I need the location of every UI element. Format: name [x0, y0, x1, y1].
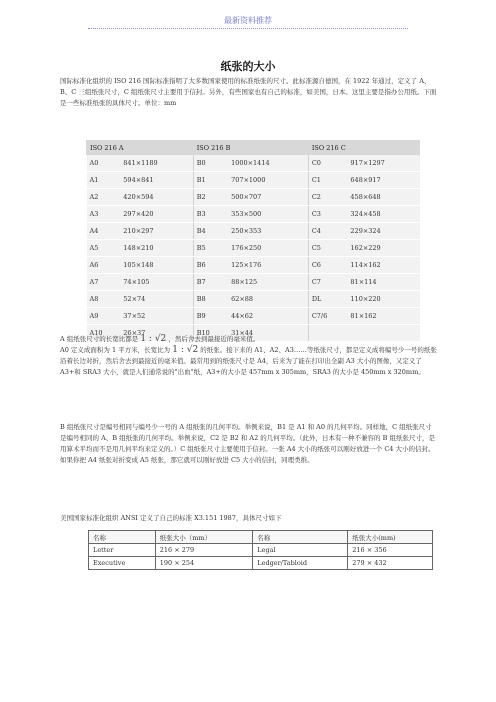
table-cell: 324×458 [347, 206, 419, 223]
ratio-line-1 [60, 334, 438, 345]
table-cell: 81×114 [347, 274, 419, 291]
table-cell: A4 [87, 223, 121, 240]
table-cell: A9 [87, 308, 121, 325]
table-cell: 216 × 279 [155, 544, 253, 557]
table-cell: 229×324 [347, 223, 419, 240]
us-intro-text: 美国国家标准化组织 ANSI 定义了自己的标准 X3.151 1987，具体尺寸如下 [60, 514, 282, 522]
ratio-text-post: ，然后舍去到最接近的毫米值。 [168, 335, 260, 343]
table-row [87, 172, 420, 189]
table-cell: 110×220 [347, 291, 419, 308]
table-cell: B3 [193, 206, 228, 223]
table-cell: A6 [87, 257, 121, 274]
ratio-paragraph [60, 334, 438, 378]
table-cell: A8 [87, 291, 121, 308]
table-cell: 114×162 [347, 257, 419, 274]
table-cell: C1 [308, 172, 347, 189]
table-cell: 841×1189 [120, 155, 193, 172]
header-text: 最新资料推荐 [224, 16, 272, 25]
table-row [89, 557, 433, 570]
table-row [87, 155, 420, 172]
page-title: 纸张的大小 [220, 60, 276, 73]
table-cell: B10 [193, 325, 228, 342]
iso-table-body [87, 155, 420, 342]
table-cell: 176×250 [228, 240, 308, 257]
us-header-cell: 纸张大小(mm) [348, 531, 433, 544]
ratio-math-1: 1 : √2 [140, 334, 167, 344]
us-header-cell: 纸张大小（mm） [155, 531, 253, 544]
us-header-cell: 名称 [89, 531, 156, 544]
table-cell: A10 [87, 325, 121, 342]
us-table-header-row [89, 531, 433, 544]
iso-header-b: ISO 216 B [193, 141, 308, 155]
table-cell: C7 [308, 274, 347, 291]
us-header-cell: 名称 [253, 531, 348, 544]
iso-table-header-row [87, 141, 420, 155]
us-table-body [89, 544, 433, 570]
table-cell: B8 [193, 291, 228, 308]
table-row [87, 257, 420, 274]
table-cell: 458×648 [347, 189, 419, 206]
table-cell: 279 × 432 [348, 557, 433, 570]
table-cell: A7 [87, 274, 121, 291]
iso-header-c: ISO 216 C [308, 141, 419, 155]
table-cell: C3 [308, 206, 347, 223]
table-cell: 26×37 [120, 325, 193, 342]
ratio-line-2 [60, 345, 438, 378]
table-cell: C4 [308, 223, 347, 240]
table-row [87, 223, 420, 240]
table-cell: B0 [193, 155, 228, 172]
table-cell: A5 [87, 240, 121, 257]
table-cell: 162×229 [347, 240, 419, 257]
table-cell: 44×62 [228, 308, 308, 325]
table-cell: B6 [193, 257, 228, 274]
table-cell: 37×52 [120, 308, 193, 325]
table-cell: C2 [308, 189, 347, 206]
table-row [87, 206, 420, 223]
table-cell: A0 [87, 155, 121, 172]
intro-paragraph: 国际标准化组织的 ISO 216 国际标准指明了大多数国家使用的标准纸张的尺寸。此标准源自德国，在 1922 年通过，定义了 A、B、C 三组纸张尺寸，C 组纸张尺寸主要用于信封。另外，有些国家也有自己的标准，如美国，日本。这里主要是指办公用纸。下面是一些标准纸张的具体尺寸。单位：mm [60, 77, 437, 107]
table-row [87, 274, 420, 291]
table-cell: DL [308, 291, 347, 308]
table-cell: 125×176 [228, 257, 308, 274]
table-cell: 52×74 [120, 291, 193, 308]
table-cell: B1 [193, 172, 228, 189]
table-row [87, 291, 420, 308]
table-cell: Legal [253, 544, 348, 557]
table-cell: B2 [193, 189, 228, 206]
table-row [87, 240, 420, 257]
table-cell: 105×148 [120, 257, 193, 274]
table-cell: Letter [89, 544, 156, 557]
table-cell: C6 [308, 257, 347, 274]
table-cell: 297×420 [120, 206, 193, 223]
table-cell: C5 [308, 240, 347, 257]
table-cell: 210×297 [120, 223, 193, 240]
table-cell: 594×841 [120, 172, 193, 189]
table-cell: 420×594 [120, 189, 193, 206]
us-size-table [88, 530, 433, 570]
table-cell: Executive [89, 557, 156, 570]
table-cell: 88×125 [228, 274, 308, 291]
table-cell: 648×917 [347, 172, 419, 189]
table-cell: 917×1297 [347, 155, 419, 172]
table-cell: 707×1000 [228, 172, 308, 189]
table-cell: A3 [87, 206, 121, 223]
table-cell: Ledger/Tabloid [253, 557, 348, 570]
table-cell: 74×105 [120, 274, 193, 291]
table-cell: 81×162 [347, 308, 419, 325]
page-header [88, 8, 408, 29]
table-cell: 353×500 [228, 206, 308, 223]
table-cell: A1 [87, 172, 121, 189]
table-row [89, 544, 433, 557]
table-row [87, 308, 420, 325]
table-cell: B5 [193, 240, 228, 257]
table-cell: B7 [193, 274, 228, 291]
table-cell: C0 [308, 155, 347, 172]
ratio-text-pre: A 组纸张尺寸的长宽比都是 [60, 335, 139, 343]
table-cell: 31×44 [228, 325, 308, 342]
table-cell: B9 [193, 308, 228, 325]
table-cell: 190 × 254 [155, 557, 253, 570]
b-group-paragraph: B 组纸张尺寸是编号相同与编号少一号的 A 组纸张的几何平均。举例来说，B1 是 A1 和 A0 的几何平均。同样地，C 组纸张尺寸是编号相同的 A、B 组纸张的几何平均。举例来说，C2 是 B2 和 A2 的几何平均。（此外，日本有一种不兼容的 B 组纸张尺寸，是用算术平均而不是用几何平均来定义的。）C 组纸张尺寸主要使用于信封。一张 A4 大小的纸张可以刚好放进一个 C4 大小的信封。如果你把 A4 纸张对折变成 A5 纸张，那它就可以刚好放进 C5 大小的信封，同理类推。 [60, 423, 435, 464]
iso-header-a: ISO 216 A [87, 141, 194, 155]
iso-size-table [86, 140, 420, 342]
a0-text-pre: A0 定义成面积为 1 平方米，长宽比为 [60, 346, 171, 354]
table-cell: 500×707 [228, 189, 308, 206]
table-cell: 250×353 [228, 223, 308, 240]
a0-text-post: 的纸张。接下来的 A1、A2、A3……等纸张尺寸，都是定义成将编号少一号的纸张沿着长边对折，然后舍去到最接近的毫米值。最常用到的纸张尺寸是 A4，后来为了能在打印出全副 A3 大小的图像，又定义了 A3+和 SRA3 大小，就是人们通常说的"出血"纸，A3+的大小是 457mm x 305mm，SRA3 的大小是 450mm x 320mm。 [60, 346, 437, 376]
table-cell: B4 [193, 223, 228, 240]
table-cell: 216 × 356 [348, 544, 433, 557]
table-cell: 62×88 [228, 291, 308, 308]
table-cell: 1000×1414 [228, 155, 308, 172]
ratio-math-2: 1 : √2 [172, 345, 199, 355]
table-cell: 148×210 [120, 240, 193, 257]
table-row [87, 189, 420, 206]
table-cell: C7/6 [308, 308, 347, 325]
table-cell: A2 [87, 189, 121, 206]
